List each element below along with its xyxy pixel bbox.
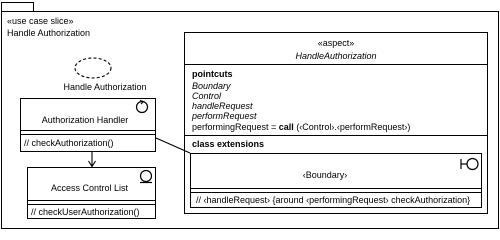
control-icon — [137, 101, 148, 113]
entity-icon — [140, 171, 152, 183]
aspect-stereotype: «aspect» — [317, 38, 355, 48]
package-name: Handle Authorization — [7, 28, 91, 38]
check-authorization-operation: // checkAuthorization() — [24, 138, 114, 148]
use-case-label: Handle Authorization — [63, 82, 147, 92]
performing-request-prefix: performingRequest = — [192, 122, 279, 132]
aspect-link-line — [156, 138, 190, 153]
access-control-list-name: Access Control List — [50, 183, 129, 193]
boundary-icon — [461, 159, 478, 170]
pointcut-perform-request: performRequest — [192, 111, 257, 121]
dependency-arrow — [89, 152, 96, 167]
authorization-handler-name: Authorization Handler — [41, 115, 129, 125]
use-case-ellipse — [75, 58, 111, 78]
call-keyword: call — [278, 122, 294, 132]
pointcut-handle-request: handleRequest — [192, 101, 253, 111]
package-stereotype: «use case slice» — [7, 16, 74, 26]
class-extensions-title: class extensions — [192, 139, 265, 149]
boundary-class-name: ‹Boundary› — [302, 170, 348, 180]
aspect-name: HandleAuthorization — [295, 51, 377, 61]
pointcut-control: Control — [192, 91, 222, 101]
pointcut-boundary: Boundary — [192, 81, 231, 91]
boundary-operation: // ‹handleRequest› {around ‹performingRequest› checkAuthorization} — [196, 195, 471, 205]
pointcuts-title: pointcuts — [192, 69, 233, 79]
check-user-authorization-operation: // checkUserAuthorization() — [31, 207, 140, 217]
performing-request-suffix: (‹Control›.‹performRequest›) — [293, 122, 411, 132]
